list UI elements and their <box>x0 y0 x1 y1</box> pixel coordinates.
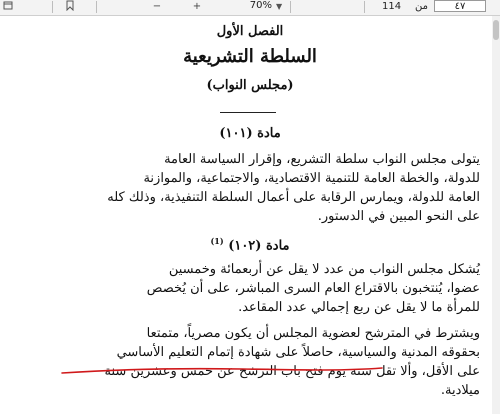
zoom-out-icon[interactable]: − <box>152 1 162 12</box>
paragraph-line: للمرأة ما لا يقل عن ربع إجمالي عدد المقاعد. <box>238 300 480 315</box>
red-underline-annotation <box>62 367 382 375</box>
toolbar-separator <box>52 1 53 13</box>
pdf-toolbar <box>0 0 500 16</box>
zoom-in-icon[interactable]: + <box>192 1 202 12</box>
toolbar-separator <box>96 1 97 13</box>
article-heading: مادة (١٠٢) <box>228 238 290 254</box>
page-total: 114 <box>382 1 402 12</box>
paragraph-line: يتولى مجلس النواب سلطة التشريع، وإقرار السياسة العامة <box>164 152 480 167</box>
paragraph-line: على النحو المبين في الدستور. <box>317 209 480 224</box>
chevron-down-icon[interactable]: ▼ <box>276 2 283 11</box>
paragraph-line: ميلادية. <box>440 383 480 398</box>
document-page <box>0 16 492 414</box>
chapter-heading: الفصل الأول <box>216 24 284 39</box>
toolbar-separator <box>290 1 291 13</box>
open-file-icon[interactable] <box>2 0 14 14</box>
bookmark-icon[interactable] <box>64 0 76 14</box>
footnote-marker[interactable]: (1) <box>210 236 224 246</box>
page-number-input[interactable]: ٤٧ <box>434 0 486 12</box>
paragraph-line: للدولة، والخطة العامة للتنمية الاقتصادية، والاجتماعية، والموازنة <box>143 171 480 186</box>
toolbar-separator <box>364 1 365 13</box>
article-heading-with-footnote <box>0 236 500 253</box>
vertical-scrollbar[interactable] <box>492 16 500 414</box>
paragraph-line: العامة للدولة، ويمارس الرقابة على أعمال السلطة التنفيذية، وذلك كله <box>107 190 480 205</box>
section-subtitle: (مجلس النواب) <box>206 78 294 93</box>
section-title: السلطة التشريعية <box>183 46 317 67</box>
title-divider <box>220 112 276 113</box>
article-heading: مادة (١٠١) <box>219 126 281 141</box>
scrollbar-thumb[interactable] <box>493 20 499 40</box>
zoom-level[interactable]: 70% <box>249 0 272 11</box>
paragraph-line: على الأقل، وألا تقل سنه يوم فتح باب الترشح عن خمس وعشرين سنة <box>104 364 480 379</box>
paragraph-line: عضوا، يُنتخبون بالاقتراع العام السرى المباشر، على أن يُخصص <box>146 281 480 296</box>
page-of-label: من <box>415 1 428 12</box>
paragraph-line: ويشترط في المترشح لعضوية المجلس أن يكون مصرياً، متمتعا <box>146 326 480 341</box>
paragraph-line: بحقوقه المدنية والسياسية، حاصلاً على شهادة إتمام التعليم الأساسي <box>116 345 480 360</box>
paragraph-line: يُشكل مجلس النواب من عدد لا يقل عن أربعمائة وخمسين <box>168 262 480 277</box>
